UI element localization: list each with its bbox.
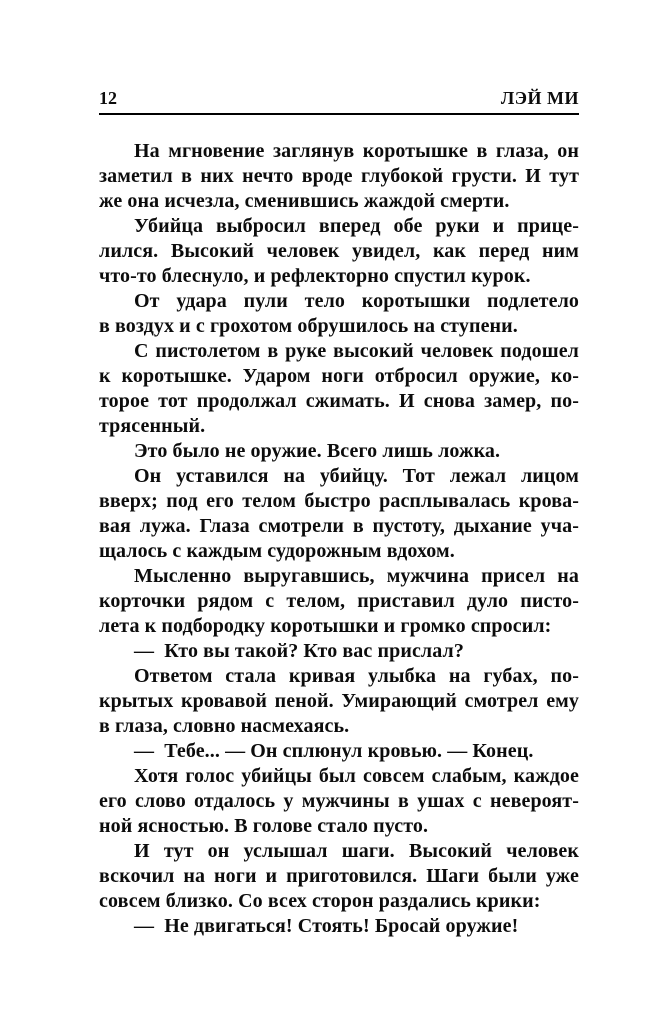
text-line: в воздух и с грохотом обрушилось на ступени. [99,315,518,337]
text-line: Ответом стала кривая улыбка на губах, по- [134,665,579,687]
text-line: Убийца выбросил вперед обе руки и прице- [134,215,579,237]
text-line: Хотя голос убийцы был совсем слабым, каждое [134,765,579,787]
text-line: трясенный. [99,415,206,437]
text-line: Это было не оружие. Всего лишь ложка. [134,440,501,462]
text-line: Он уставился на убийцу. Тот лежал лицом [134,465,579,487]
text-line: И тут он услышал шаги. Высокий человек [134,840,579,862]
header-rule [99,113,579,115]
text-line: — Кто вы такой? Кто вас прислал? [134,640,464,662]
text-line: С пистолетом в руке высокий человек подошел [134,340,579,362]
text-line: в глаза, словно насмехаясь. [99,715,350,737]
text-line: — Не двигаться! Стоять! Бросай оружие! [134,915,519,937]
text-line: крытых кровавой пеной. Умирающий смотрел ему [99,690,579,712]
text-line: лета к подбородку коротышки и громко спросил: [99,615,552,637]
text-line: От удара пули тело коротышки подлетело [134,290,579,312]
page-number: 12 [99,88,117,108]
text-line: к коротышке. Ударом ноги отбросил оружие, ко- [99,365,579,387]
text-line: Мысленно выругавшись, мужчина присел на [134,565,579,587]
page-header [99,88,579,108]
text-line: его слово отдалось у мужчины в ушах с невероят- [99,790,579,812]
text-line: щалось с каждым судорожным вдохом. [99,540,455,562]
text-line: ной ясностью. В голове стало пусто. [99,815,429,837]
text-line: заметил в них нечто вроде глубокой грусти. И тут [99,165,579,187]
text-line: лился. Высокий человек увидел, как перед ним [99,240,579,262]
text-line: вая лужа. Глаза смотрели в пустоту, дыхание уча- [99,515,579,537]
text-line: же она исчезла, сменившись жаждой смерти. [99,190,510,212]
body-text [99,139,579,939]
text-line: совсем близко. Со всех сторон раздались крики: [99,890,541,912]
text-line: что-то блеснуло, и рефлекторно спустил курок. [99,265,531,287]
text-line: На мгновение заглянув коротышке в глаза, он [134,140,579,162]
running-title: ЛЭЙ МИ [500,88,579,108]
text-line: корточки рядом с телом, приставил дуло писто- [99,590,579,612]
text-line: — Тебе... — Он сплюнул кровью. — Конец. [134,740,534,762]
text-line: торое тот продолжал сжимать. И снова замер, по- [99,390,579,412]
text-line: вверх; под его телом быстро расплывалась крова- [99,490,579,512]
text-line: вскочил на ноги и приготовился. Шаги были уже [99,865,579,887]
